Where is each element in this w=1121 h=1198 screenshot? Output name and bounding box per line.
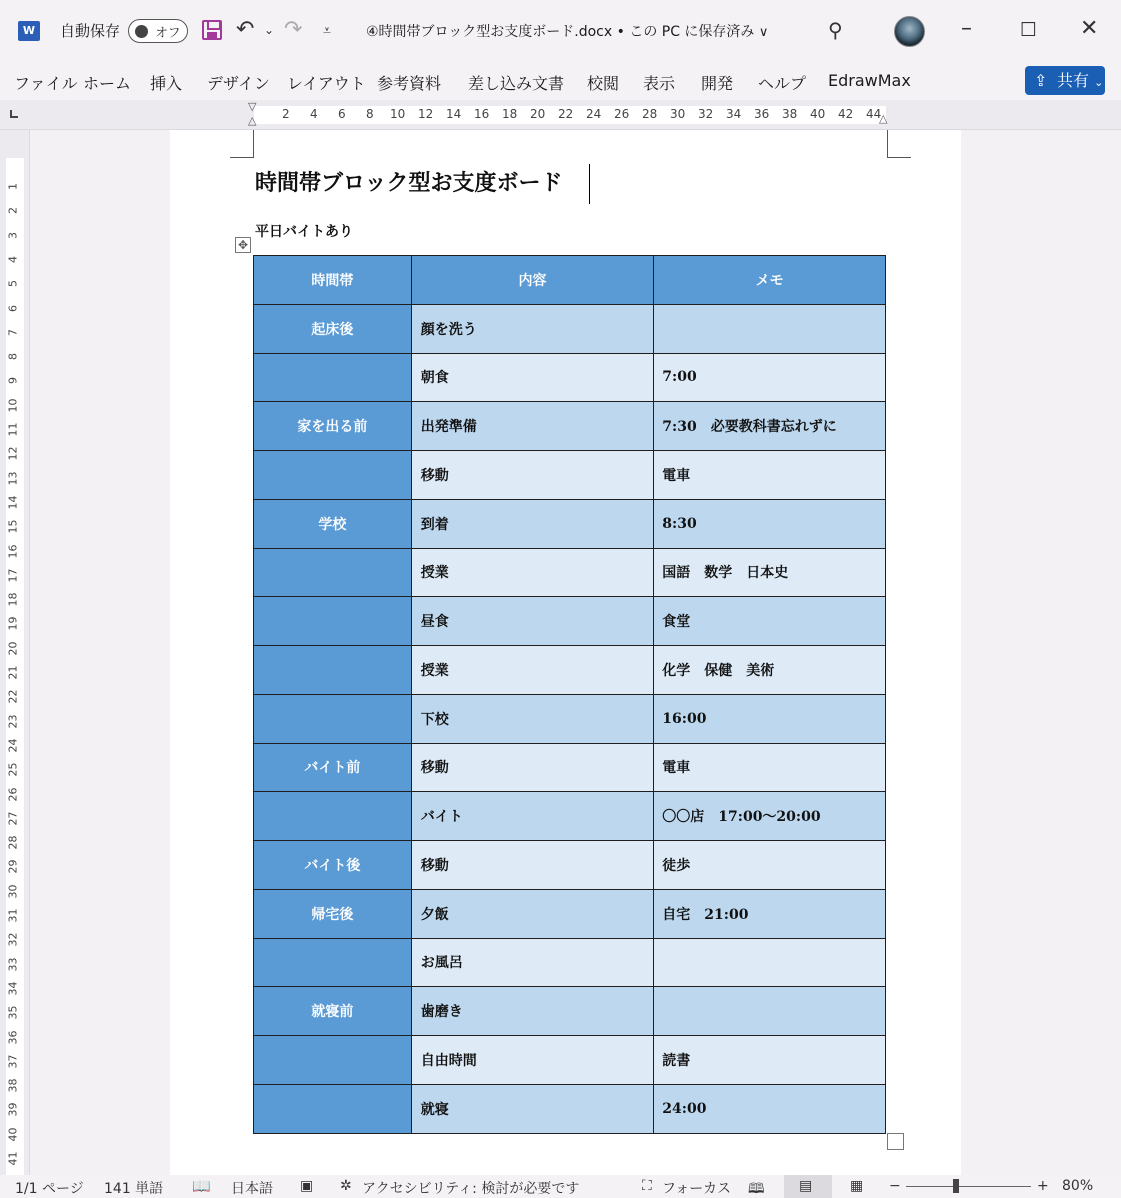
memo-cell[interactable]: 16:00 bbox=[654, 694, 886, 743]
status-bar bbox=[0, 1175, 1121, 1198]
header-cell-content[interactable]: 内容 bbox=[411, 256, 654, 305]
timeslot-cell[interactable] bbox=[254, 792, 412, 841]
ruler-number: 21 bbox=[6, 665, 20, 680]
timeslot-cell[interactable]: 家を出る前 bbox=[254, 402, 412, 451]
ruler-number: 14 bbox=[446, 107, 462, 121]
timeslot-cell[interactable] bbox=[254, 938, 412, 987]
ruler-number: 14 bbox=[6, 495, 20, 510]
ruler-number: 16 bbox=[6, 544, 20, 558]
ruler-number: 17 bbox=[6, 568, 20, 583]
accessibility-status[interactable]: アクセシビリティ: 検討が必要です bbox=[362, 1181, 580, 1197]
ruler-number: 40 bbox=[6, 1127, 20, 1142]
right-indent-marker[interactable]: △ bbox=[879, 112, 888, 125]
content-cell[interactable]: お風呂 bbox=[411, 938, 654, 987]
minimize-icon[interactable]: – bbox=[961, 16, 972, 41]
table-row bbox=[254, 353, 886, 402]
toggle-knob bbox=[135, 25, 148, 38]
ruler-number: 11 bbox=[6, 422, 20, 437]
timeslot-cell[interactable] bbox=[254, 548, 412, 597]
content-cell[interactable]: 到着 bbox=[411, 499, 654, 548]
chevron-down-icon: ∨ bbox=[758, 25, 769, 40]
ruler-number: 40 bbox=[810, 107, 826, 121]
timeslot-cell[interactable] bbox=[254, 1036, 412, 1085]
ruler-number: 22 bbox=[558, 107, 574, 121]
accessibility-icon[interactable]: ✲ bbox=[340, 1178, 352, 1194]
ruler-number: 44 bbox=[866, 107, 882, 121]
table-row bbox=[254, 841, 886, 890]
tab-insert[interactable]: 挿入 bbox=[150, 74, 183, 93]
page-count[interactable]: 1/1 ページ bbox=[15, 1181, 84, 1197]
header-cell-timeslot[interactable]: 時間帯 bbox=[254, 256, 412, 305]
ruler-number: 10 bbox=[6, 398, 20, 413]
timeslot-cell[interactable]: 起床後 bbox=[254, 304, 412, 353]
header-cell-memo[interactable]: メモ bbox=[654, 256, 886, 305]
timeslot-cell[interactable] bbox=[254, 597, 412, 646]
table-row bbox=[254, 548, 886, 597]
document-title[interactable] bbox=[366, 21, 768, 41]
ruler-number: 15 bbox=[6, 519, 20, 534]
zoom-out-button[interactable]: − bbox=[889, 1178, 901, 1194]
ruler-number: 1 bbox=[6, 183, 20, 190]
schedule-table[interactable] bbox=[253, 255, 886, 1134]
share-button[interactable] bbox=[1025, 66, 1105, 95]
word-app-icon: W bbox=[18, 21, 40, 41]
tab-mailings[interactable]: 差し込み文書 bbox=[468, 74, 565, 93]
table-row bbox=[254, 987, 886, 1036]
horizontal-ruler[interactable] bbox=[0, 100, 1121, 130]
ruler-number: 22 bbox=[6, 689, 20, 704]
ruler-number: 9 bbox=[6, 377, 20, 385]
tab-references[interactable]: 参考資料 bbox=[377, 74, 442, 93]
content-cell[interactable]: 授業 bbox=[411, 646, 654, 695]
ruler-number: 27 bbox=[6, 811, 20, 826]
content-cell[interactable]: バイト bbox=[411, 792, 654, 841]
timeslot-cell[interactable]: 学校 bbox=[254, 499, 412, 548]
ruler-number: 10 bbox=[390, 107, 406, 121]
tab-review[interactable]: 校閲 bbox=[587, 74, 620, 93]
ruler-number: 31 bbox=[6, 908, 20, 923]
tab-file[interactable]: ファイル bbox=[14, 74, 78, 93]
memo-cell[interactable]: 7:00 bbox=[654, 353, 886, 402]
first-line-indent-marker[interactable]: ▽ bbox=[248, 100, 257, 113]
ruler-number: 4 bbox=[6, 255, 20, 263]
ruler-number: 29 bbox=[6, 859, 20, 874]
content-cell[interactable]: 移動 bbox=[411, 743, 654, 792]
timeslot-cell[interactable] bbox=[254, 1084, 412, 1133]
crop-mark bbox=[230, 130, 254, 158]
tab-view[interactable]: 表示 bbox=[643, 74, 676, 93]
share-label: 共有 bbox=[1057, 71, 1090, 90]
zoom-in-button[interactable]: + bbox=[1037, 1178, 1049, 1194]
memo-cell[interactable] bbox=[654, 938, 886, 987]
autosave-toggle[interactable] bbox=[128, 19, 188, 43]
language-indicator[interactable]: 日本語 bbox=[231, 1181, 273, 1197]
table-row bbox=[254, 1036, 886, 1085]
text-cursor bbox=[589, 164, 590, 204]
content-cell[interactable]: 夕飯 bbox=[411, 889, 654, 938]
content-cell[interactable]: 歯磨き bbox=[411, 987, 654, 1036]
maximize-icon[interactable]: ☐ bbox=[1020, 19, 1038, 41]
ruler-number: 6 bbox=[338, 107, 346, 121]
close-icon[interactable]: ✕ bbox=[1080, 16, 1099, 41]
undo-dropdown-icon[interactable]: ⌄ bbox=[264, 23, 275, 37]
ruler-number: 24 bbox=[586, 107, 602, 121]
left-indent-marker[interactable]: △ bbox=[248, 114, 257, 127]
zoom-slider-thumb[interactable] bbox=[953, 1179, 959, 1193]
tab-edrawmax[interactable]: EdrawMax bbox=[828, 71, 911, 90]
ruler-number: 20 bbox=[530, 107, 546, 121]
content-cell[interactable]: 昼食 bbox=[411, 597, 654, 646]
content-cell[interactable]: 移動 bbox=[411, 841, 654, 890]
table-row bbox=[254, 1084, 886, 1133]
timeslot-cell[interactable] bbox=[254, 646, 412, 695]
crop-mark bbox=[887, 130, 911, 158]
ruler-number: 18 bbox=[6, 592, 20, 607]
ruler-number: 16 bbox=[474, 107, 490, 121]
redo-icon[interactable]: ↷ bbox=[284, 17, 303, 42]
ruler-number: 38 bbox=[782, 107, 798, 121]
proofing-icon[interactable]: 📖 bbox=[192, 1177, 211, 1195]
word-count[interactable]: 141 単語 bbox=[104, 1181, 164, 1197]
content-cell[interactable]: 出発準備 bbox=[411, 402, 654, 451]
table-row bbox=[254, 499, 886, 548]
ruler-number: 41 bbox=[6, 1151, 20, 1166]
autosave-state: オフ bbox=[155, 26, 181, 41]
content-cell[interactable]: 授業 bbox=[411, 548, 654, 597]
memo-cell[interactable]: 徒歩 bbox=[654, 841, 886, 890]
ruler-number: 33 bbox=[6, 957, 20, 972]
ruler-number: 5 bbox=[6, 280, 20, 288]
memo-cell[interactable]: 24:00 bbox=[654, 1084, 886, 1133]
ruler-number: 34 bbox=[726, 107, 742, 121]
ruler-number: 26 bbox=[614, 107, 630, 121]
memo-cell[interactable] bbox=[654, 304, 886, 353]
customize-icon[interactable]: ⩡ bbox=[323, 23, 331, 39]
ruler-number: 2 bbox=[282, 107, 290, 121]
ruler-number: 38 bbox=[6, 1078, 20, 1093]
table-row bbox=[254, 304, 886, 353]
ruler-number: 30 bbox=[670, 107, 686, 121]
share-icon: ⇪ bbox=[1034, 71, 1048, 90]
search-icon[interactable]: ⚲ bbox=[828, 18, 843, 42]
tab-design[interactable]: デザイン bbox=[207, 74, 270, 93]
ruler-number: 3 bbox=[6, 231, 20, 239]
read-mode-icon[interactable]: 🕮 bbox=[748, 1181, 765, 1197]
ruler-number: 34 bbox=[6, 981, 20, 996]
ruler-number: 36 bbox=[754, 107, 770, 121]
memo-cell[interactable]: 国語 数学 日本史 bbox=[654, 548, 886, 597]
chevron-down-icon: ⌄ bbox=[1094, 76, 1104, 89]
ruler-number: 7 bbox=[6, 328, 20, 336]
memo-cell[interactable]: 化学 保健 美術 bbox=[654, 646, 886, 695]
table-move-handle-icon[interactable]: ✥ bbox=[235, 237, 251, 253]
ruler-number: 26 bbox=[6, 787, 20, 801]
title-bar bbox=[0, 0, 1121, 62]
table-row bbox=[254, 694, 886, 743]
tab-selector[interactable] bbox=[10, 110, 18, 118]
avatar[interactable] bbox=[894, 16, 925, 47]
tab-help[interactable]: ヘルプ bbox=[758, 74, 807, 93]
ruler-number: 30 bbox=[6, 884, 20, 899]
ruler-number: 12 bbox=[6, 446, 20, 461]
web-layout-icon[interactable]: ▦ bbox=[850, 1178, 864, 1194]
ruler-number: 23 bbox=[6, 714, 20, 729]
content-cell[interactable]: 下校 bbox=[411, 694, 654, 743]
tab-layout[interactable]: レイアウト bbox=[287, 74, 366, 93]
document-heading[interactable]: 時間帯ブロック型お支度ボード bbox=[255, 170, 563, 196]
ruler-number: 36 bbox=[6, 1030, 20, 1044]
table-row bbox=[254, 402, 886, 451]
ruler-number: 2 bbox=[6, 207, 20, 215]
timeslot-cell[interactable]: バイト前 bbox=[254, 743, 412, 792]
ruler-number: 42 bbox=[838, 107, 854, 121]
ruler-number: 8 bbox=[366, 107, 374, 121]
memo-cell[interactable] bbox=[654, 987, 886, 1036]
table-row bbox=[254, 646, 886, 695]
timeslot-cell[interactable] bbox=[254, 694, 412, 743]
memo-cell[interactable]: 電車 bbox=[654, 451, 886, 500]
table-row bbox=[254, 889, 886, 938]
tab-home[interactable]: ホーム bbox=[83, 74, 132, 93]
content-cell[interactable]: 就寝 bbox=[411, 1084, 654, 1133]
timeslot-cell[interactable] bbox=[254, 353, 412, 402]
document-subheading[interactable]: 平日バイトあり bbox=[255, 224, 353, 240]
ruler-number: 13 bbox=[6, 471, 20, 486]
memo-cell[interactable]: 7:30 必要教科書忘れずに bbox=[654, 402, 886, 451]
ruler-number: 39 bbox=[6, 1102, 20, 1117]
ruler-number: 19 bbox=[6, 616, 20, 631]
content-cell[interactable]: 朝食 bbox=[411, 353, 654, 402]
ruler-number: 20 bbox=[6, 641, 20, 656]
table-row bbox=[254, 451, 886, 500]
memo-cell[interactable]: 8:30 bbox=[654, 499, 886, 548]
undo-icon[interactable]: ↶ bbox=[236, 17, 255, 42]
ruler-number: 35 bbox=[6, 1005, 20, 1020]
zoom-slider-track[interactable] bbox=[906, 1186, 1031, 1187]
ruler-number: 8 bbox=[6, 353, 20, 361]
content-cell[interactable]: 自由時間 bbox=[411, 1036, 654, 1085]
focus-icon[interactable]: ⛶ bbox=[642, 1178, 652, 1194]
timeslot-cell[interactable] bbox=[254, 451, 412, 500]
vertical-ruler[interactable] bbox=[0, 130, 30, 1175]
document-title-text: ④時間帯ブロック型お支度ボード.docx • この PC に保存済み bbox=[366, 24, 755, 40]
text-predictions-icon[interactable]: ▣ bbox=[300, 1178, 314, 1194]
memo-cell[interactable]: 自宅 21:00 bbox=[654, 889, 886, 938]
table-row bbox=[254, 743, 886, 792]
ruler-number: 32 bbox=[698, 107, 714, 121]
focus-label[interactable]: フォーカス bbox=[662, 1181, 732, 1197]
ruler-number: 12 bbox=[418, 107, 434, 121]
ruler-number: 37 bbox=[6, 1054, 20, 1069]
ruler-number: 18 bbox=[502, 107, 518, 121]
memo-cell[interactable]: 読書 bbox=[654, 1036, 886, 1085]
ruler-number: 28 bbox=[6, 835, 20, 850]
ruler-number: 25 bbox=[6, 762, 20, 777]
ruler-number: 32 bbox=[6, 932, 20, 947]
table-row bbox=[254, 792, 886, 841]
ruler-number: 6 bbox=[6, 304, 20, 312]
zoom-level[interactable]: 80% bbox=[1062, 1178, 1094, 1194]
content-cell[interactable]: 顔を洗う bbox=[411, 304, 654, 353]
timeslot-cell[interactable]: 帰宅後 bbox=[254, 889, 412, 938]
content-cell[interactable]: 移動 bbox=[411, 451, 654, 500]
table-row bbox=[254, 938, 886, 987]
ruler-number: 4 bbox=[310, 107, 318, 121]
timeslot-cell[interactable]: バイト後 bbox=[254, 841, 412, 890]
autosave-label: 自動保存 bbox=[60, 22, 121, 40]
timeslot-cell[interactable]: 就寝前 bbox=[254, 987, 412, 1036]
tab-developer[interactable]: 開発 bbox=[701, 74, 734, 93]
ruler-number: 28 bbox=[642, 107, 658, 121]
table-row bbox=[254, 597, 886, 646]
memo-cell[interactable]: 食堂 bbox=[654, 597, 886, 646]
table-resize-handle[interactable] bbox=[887, 1133, 904, 1150]
save-icon[interactable] bbox=[202, 20, 222, 40]
ribbon-tabs bbox=[0, 62, 1121, 100]
memo-cell[interactable]: 電車 bbox=[654, 743, 886, 792]
print-layout-icon[interactable]: ▤ bbox=[799, 1178, 813, 1194]
memo-cell[interactable]: 〇〇店 17:00～20:00 bbox=[654, 792, 886, 841]
ruler-number: 24 bbox=[6, 738, 20, 753]
